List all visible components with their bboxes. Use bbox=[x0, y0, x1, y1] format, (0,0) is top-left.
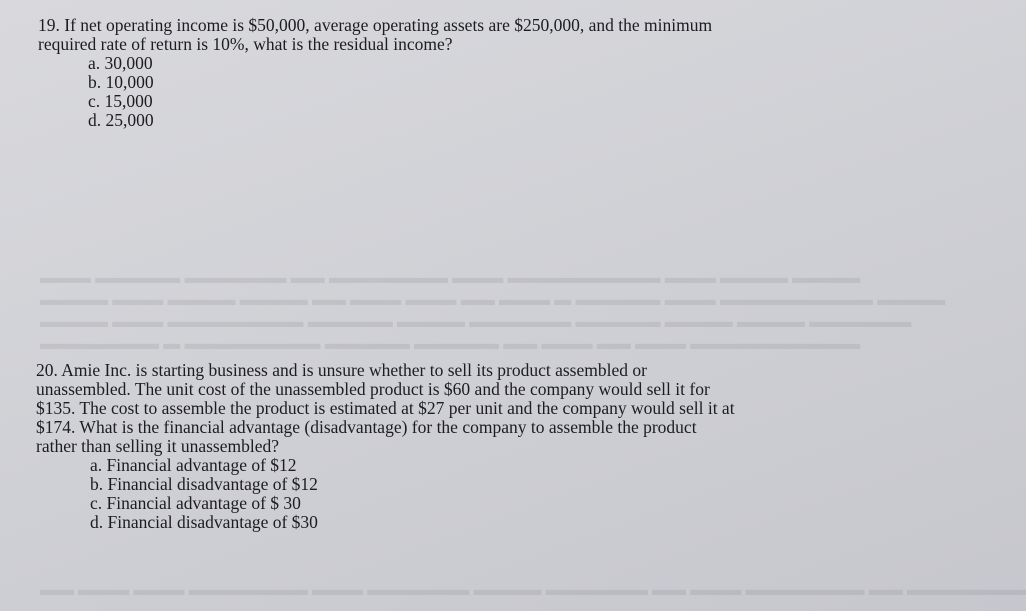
choice-b bbox=[88, 73, 738, 92]
choice-a bbox=[88, 54, 738, 73]
choice-text: Financial disadvantage of $30 bbox=[107, 512, 318, 532]
answer-choices bbox=[88, 54, 738, 130]
choice-a bbox=[90, 456, 741, 475]
choice-letter: b. bbox=[88, 72, 102, 92]
choice-letter: a. bbox=[88, 53, 101, 73]
question-stem bbox=[36, 361, 741, 456]
bleed-through-texture: ▬▬▬ ▬▬▬▬▬ ▬▬▬▬▬▬ ▬▬ ▬▬▬▬▬▬▬ ▬▬▬ ▬▬▬▬▬▬▬▬▬ ▬▬▬ ▬▬▬▬ ▬▬▬▬ bbox=[40, 268, 861, 287]
choice-c bbox=[88, 92, 738, 111]
choice-letter: a. bbox=[90, 455, 103, 475]
choice-text: Financial disadvantage of $12 bbox=[107, 474, 318, 494]
bleed-through-texture: ▬▬▬▬ ▬▬▬ ▬▬▬▬ ▬▬▬▬ ▬▬ ▬▬▬ ▬▬▬ ▬▬ ▬▬▬ ▬ ▬▬▬▬▬ ▬▬▬ ▬▬▬▬▬▬▬▬▬ ▬▬▬▬ bbox=[40, 290, 946, 309]
question-number: 19. bbox=[38, 15, 60, 35]
question-text: If net operating income is $50,000, average operating assets are $250,000, and the minimum required rate of return is 10%, what is the residual income? bbox=[38, 15, 713, 54]
bleed-through-texture: ▬▬▬▬▬▬▬ ▬ ▬▬▬▬▬▬▬▬ ▬▬▬▬▬ ▬▬▬▬▬ ▬▬ ▬▬▬ ▬▬ ▬▬▬ ▬▬▬▬▬▬▬▬▬▬ bbox=[40, 334, 861, 353]
choice-letter: b. bbox=[90, 474, 104, 494]
choice-d bbox=[90, 513, 741, 532]
question-20 bbox=[36, 361, 741, 532]
choice-b bbox=[90, 475, 741, 494]
question-number: 20. bbox=[36, 360, 58, 380]
choice-text: 30,000 bbox=[104, 53, 153, 73]
choice-text: 15,000 bbox=[104, 91, 153, 111]
bleed-through-texture: ▬▬ ▬▬▬ ▬▬▬ ▬▬▬▬▬▬▬ ▬▬▬ ▬▬▬▬▬▬ ▬▬▬▬ ▬▬▬▬▬▬ ▬▬ ▬▬▬ ▬▬▬▬▬▬▬ ▬▬ ▬▬▬▬▬▬▬ bbox=[40, 580, 1026, 599]
choice-letter: c. bbox=[90, 493, 103, 513]
choice-text: Financial advantage of $ 30 bbox=[106, 493, 301, 513]
choice-letter: c. bbox=[88, 91, 101, 111]
choice-c bbox=[90, 494, 741, 513]
question-19 bbox=[38, 16, 738, 130]
choice-text: Financial advantage of $12 bbox=[106, 455, 297, 475]
bleed-through-texture: ▬▬▬▬ ▬▬▬ ▬▬▬▬▬▬▬▬ ▬▬▬▬▬ ▬▬▬▬ ▬▬▬▬▬▬ ▬▬▬▬▬ ▬▬▬▬ ▬▬▬▬ ▬▬▬▬▬▬ bbox=[40, 312, 912, 331]
choice-text: 25,000 bbox=[105, 110, 154, 130]
answer-choices bbox=[90, 456, 741, 532]
question-text: Amie Inc. is starting business and is unsure whether to sell its product assembled or unassembled. The unit cost of the unassembled product is $60 and the company would sell it for $135. The cost to assemble the product is estimated at $27 per unit and the company would sell it at $174. What is the financial advantage (disadvantage) for the company to assemble the product rather than selling it unassembled? bbox=[36, 360, 735, 456]
choice-d bbox=[88, 111, 738, 130]
choice-letter: d. bbox=[88, 110, 102, 130]
choice-text: 10,000 bbox=[105, 72, 154, 92]
choice-letter: d. bbox=[90, 512, 104, 532]
question-stem bbox=[38, 16, 738, 54]
